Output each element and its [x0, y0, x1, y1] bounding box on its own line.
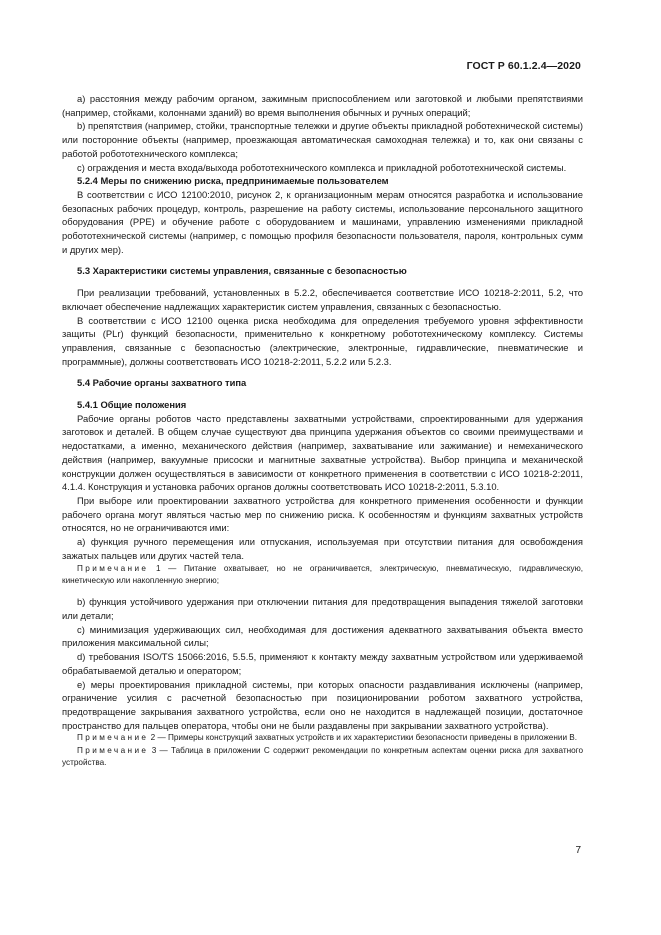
list-item-a: а) расстояния между рабочим органом, зажимным приспособлением или заготовкой и любыми препятствиями (например, стойками, колоннами зданий) во время выполнения обычных и ручных операций; — [62, 93, 583, 118]
list-item-5-4-1-b: b) функция устойчивого удержания при отключении питания для предотвращения выпадения тяжелой заготовки или детали; — [62, 596, 583, 622]
paragraph-5-4-1-1: Рабочие органы роботов часто представлены захватными устройствами, спроектированными для удержания заготовок и деталей. В общем случае существуют два принципа удержания объектов со своими преимуществами и недостатками, а именно, механического действия (например, захватывание или зажимание) и немеханического действия (например, вакуумные присоски и магнитные захватные устройства). Выбор принципа и механической конструкции должен осуществляться в зависимости от конкретного применения в соответствии с ИСО 10218-2:2011, 4.1.4. Конструкция и установка рабочих органов должны соответствовать ИСО 10218-2:2011, 5.3.10. — [62, 412, 583, 493]
list-item-c: c) ограждения и места входа/выхода робототехнического комплекса и прикладной робототехнической системы. — [77, 161, 567, 173]
section-heading-5-2-4: 5.2.4 Меры по снижению риска, предпринимаемые пользователем — [77, 175, 389, 187]
note-3 — [62, 745, 583, 770]
list-item-5-4-1-e: e) меры проектирования прикладной системы, при которых опасности раздавливания исключены (например, ограничение усилия с расчетной безопасностью при позиционировании роботом захватного устройства, предотвращение закрывания захватного устройства, если оно не находится в надлежащей позиции, достаточное пространство для пальцев оператора, чтобы они не были раздавлены при закрывании захватного устройства). — [62, 678, 583, 731]
paragraph-5-2-4: В соответствии с ИСО 12100:2010, рисунок 2, к организационным мерам относятся разработка и использование безопасных рабочих процедур, контроль, разрешение на работу системы, использование персонального защитного оборудования (PPE) и обучение работе с оборудованием и машинами, управлению изменениями прикладной робототехнической системы (например, с помощью профиля безопасности пользователя, пароля, контрольных сумм и других мер). — [62, 188, 583, 255]
standard-designation: ГОСТ Р 60.1.2.4—2020 — [466, 60, 581, 72]
note-3-text: 3 — Таблица в приложении С содержит рекомендации по конкретным аспектам оценки риска для захватного устройства. — [62, 745, 584, 768]
paragraph-5-3-1: При реализации требований, установленных в 5.2.2, обеспечивается соответствие ИСО 10218-2:2011, 5.2, что включает обеспечение надлежащих характеристик систем управления, связанных с безопасностью. — [62, 287, 583, 312]
section-heading-5-4-1: 5.4.1 Общие положения — [77, 399, 187, 411]
list-item-5-4-1-a: а) функция ручного перемещения или отпускания, используемая при отсутствии питания для освобождения зажатых пальцев или других частей тела. — [62, 536, 583, 561]
page-body — [62, 92, 583, 770]
section-heading-5-4: 5.4 Рабочие органы захватного типа — [77, 377, 247, 389]
note-3-label: Примечание — [77, 745, 149, 755]
paragraph-5-4-1-2: При выборе или проектировании захватного устройства для конкретного применения особенности и функции рабочего органа могут являться частью мер по снижению риска. К особенностям и функциям захватных устройств относятся, но не ограничиваются ими: — [62, 494, 583, 534]
list-item-5-4-1-c: c) минимизация удерживающих сил, необходимая для достижения адекватного захватывания объекта вместо приложения максимальной силы; — [62, 623, 583, 649]
page-number: 7 — [575, 845, 581, 856]
list-item-b: b) препятствия (например, стойки, транспортные тележки и другие объекты прикладной роботехнической системы) или посторонние объекты (например, проезжающая автоматическая самоходная тележка) и то, как они связаны с работой робототехнического комплекса; — [62, 120, 583, 159]
section-heading-5-3: 5.3 Характеристики системы управления, связанные с безопасностью — [77, 265, 407, 277]
note-1-label: Примечание — [77, 563, 149, 573]
note-1 — [62, 563, 583, 588]
note-2-text: 2 — Примеры конструкций захватных устройств и их характеристики безопасности приведены в приложении В. — [150, 733, 578, 743]
note-2-label: Примечание — [77, 733, 149, 743]
list-item-5-4-1-d: d) требования ISO/TS 15066:2016, 5.5.5, применяют к контакту между захватным устройством или удерживаемой обрабатываемой деталью и оператором; — [62, 651, 583, 676]
paragraph-5-3-2: В соответствии с ИСО 12100 оценка риска необходима для определения требуемого уровня эффективности защиты (PLr) функций безопасности, применительно к конкретному робототехническому комплексу. Системы управления, связанные с безопасностью (электрические, электронные, гидравлические, пневматические и программные), должны соответствовать ИСО 10218-2:2011, 5.2.2 или 5.2.3. — [62, 314, 583, 367]
note-2 — [62, 732, 583, 744]
note-1-text: 1 — Питание охватывает, но не ограничивается, электрическую, пневматическую, гидравлическую, кинетическую или накопленную энергию; — [62, 563, 583, 585]
